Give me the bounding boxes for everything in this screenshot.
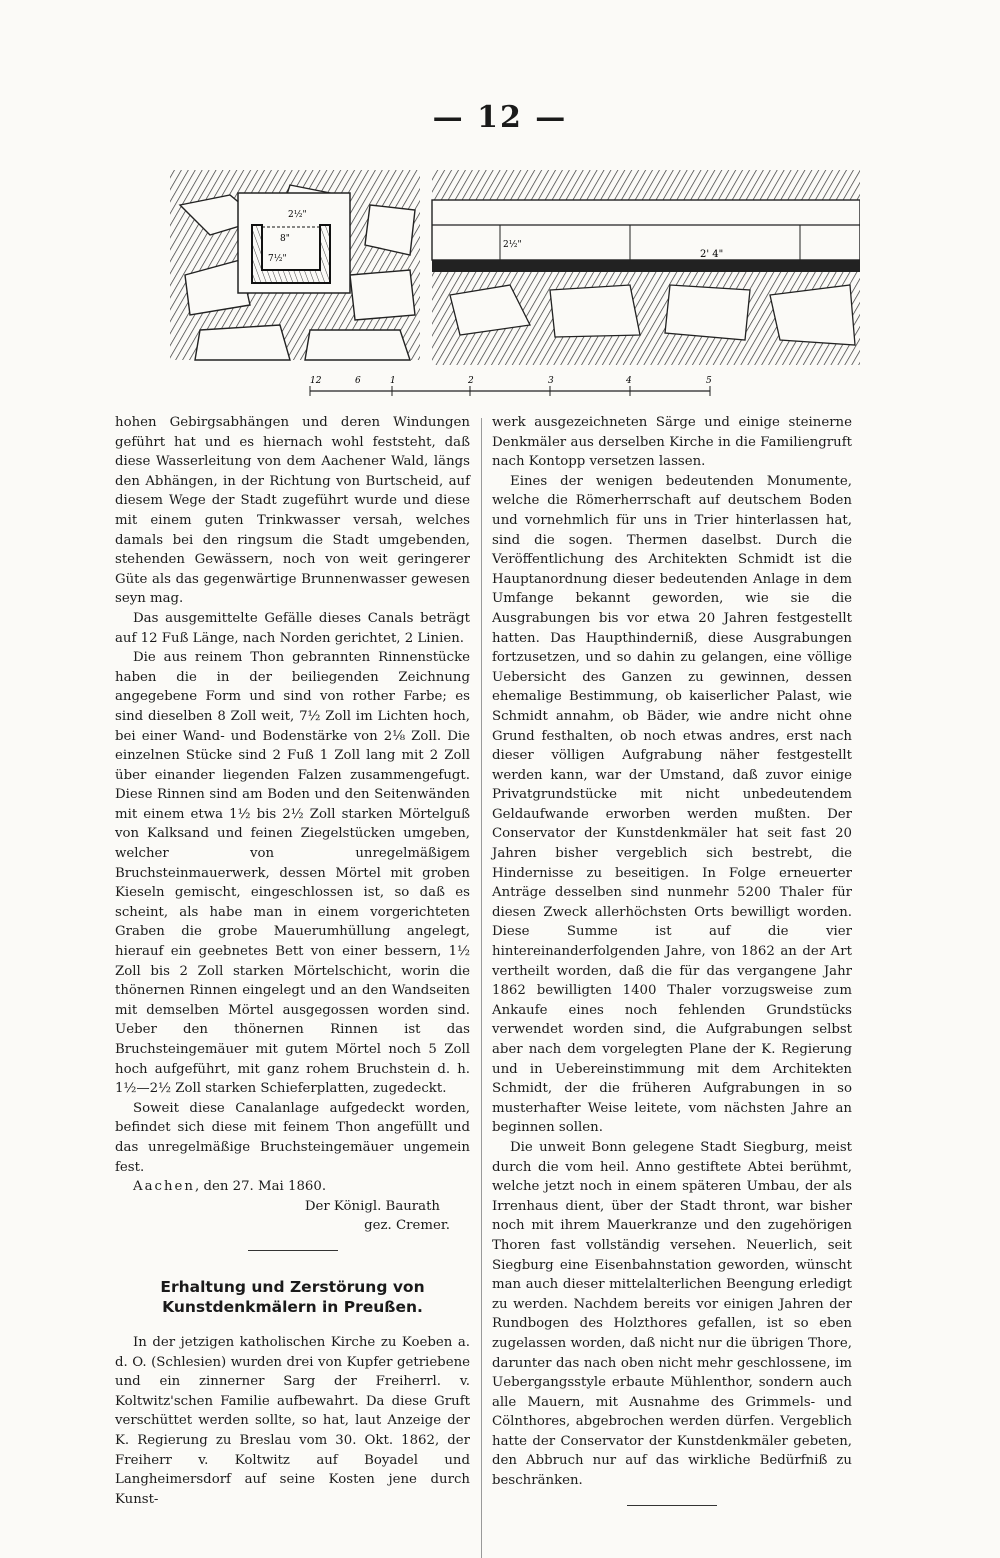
place-date-line bbox=[115, 1177, 470, 1197]
left-column bbox=[115, 413, 470, 1509]
scale-bar bbox=[310, 376, 712, 396]
cross-section-left bbox=[170, 170, 420, 360]
longitudinal-section-right bbox=[432, 170, 860, 365]
canal-drawing bbox=[170, 165, 860, 405]
paragraph: Die aus reinem Thon gebrannten Rinnenstücke haben die in der beiliegenden Zeichnung angegebene Form und sind von rother Farbe; es sind dieselben 8 Zoll weit, 7½ Zoll im Lichten hoch, bei einer Wand- und Bodenstärke von 2⅛ Zoll. Die einzelnen Stücke sind 2 Fuß 1 Zoll lang mit 2 Zoll über einander liegenden Falzen zusammengefugt. Diese Rinnen sind am Boden und den Seitenwänden mit einem etwa 1½ bis 2½ Zoll starken Mörtelguß von Kalksand und feinen Ziegelstücken umgeben, welcher von unregelmäßigem Bruchsteinmauerwerk, dessen Mörtel mit groben Kieseln gemischt, eingeschlossen ist, so daß es scheint, als habe man in einem vorgerichteten Graben die grobe Mauerumhüllung angelegt, hierauf ein geebnetes Bett von einer bessern, 1½ Zoll bis 2 Zoll starken Mörtelschicht, worin die thönernen Rinnen eingelegt und an den Wandseiten mit demselben Mörtel ausgegossen worden sind. Ueber den thönernen Rinnen ist das Bruchsteingemäuer mit gutem Mörtel noch 5 Zoll hoch aufgeführt, mit ganz rohem Bruchstein d. h. 1½—2½ Zoll starken Schieferplatten, zugedeckt. bbox=[115, 650, 470, 1097]
right-column bbox=[492, 413, 852, 1520]
dim-label-2: 8" bbox=[280, 234, 290, 244]
scale-label: 3 bbox=[548, 376, 554, 386]
scale-label: 5 bbox=[706, 376, 712, 386]
dim-label-3: 7½" bbox=[268, 254, 287, 264]
dim-label-4: 2½" bbox=[503, 240, 522, 250]
paragraph: Die unweit Bonn gelegene Stadt Siegburg, meist durch die vom heil. Anno gestiftete Abtei berühmt, welche jetzt noch in einem späteren Umbau, der als Irrenhaus dient, über der Stadt thront, war bisher noch mit ihrem Mauerkranze und den zugehörigen Thoren fast vollständig versehen. Neuerlich, seit Siegburg eine Eisenbahnstation geworden, wünscht man auch dieser mittelalterlichen Beengung erledigt zu werden. Nachdem bereits vor einigen Jahren der Rundbogen des Holzthores gefallen, ist so eben zugelassen worden, daß nicht nur die übrigen Thore, darunter das nach oben nicht mehr geschlossene, im Uebergangsstyle erbaute Mühlenthor, sondern auch alle Mauern, mit Ausnahme des Grimmels- und Cölnthores, abgebrochen werden dürfen. Vergeblich hatte der Conservator der Kunstdenkmäler gebeten, den Abbruch nur auf das wirkliche Bedürfniß zu beschränken. bbox=[492, 1139, 852, 1489]
dim-label-1: 2½" bbox=[288, 210, 307, 220]
paragraph: werk ausgezeichneten Särge und einige steinerne Denkmäler aus derselben Kirche in die Familiengruft nach Kontopp versetzen lassen. bbox=[492, 415, 852, 470]
scale-label: 2 bbox=[468, 376, 474, 386]
paragraph: Eines der wenigen bedeutenden Monumente, welche die Römerherrschaft auf deutschem Boden und vornehmlich für uns in Trier hinterlassen hat, sind die sogen. Thermen daselbst. Durch die Veröffentlichung des Architekten Schmidt ist die Hauptanordnung dieser bedeutenden Anlage in dem Umfange bekannt geworden, wie sie die Ausgrabungen bis vor etwa 20 Jahren festgestellt hatten. Das Haupthinderniß, diese Ausgrabungen fortzusetzen, und so dahin zu gelangen, eine völlige Uebersicht des Ganzen zu gewinnen, dessen ehemalige Bestimmung, ob kaiserlicher Palast, wie Schmidt annahm, ob Bäder, wie andre nicht ohne Grund festhalten, ob noch etwas andres, erst nach dieser völligen Aufgrabung näher festgestellt werden kann, war der Umstand, daß zuvor einige Privatgrundstücke mit nicht unbedeutendem Geldaufwande erworben werden mußten. Der Conservator der Kunstdenkmäler hat seit fast 20 Jahren bisher vergeblich sich bestrebt, die Hindernisse zu beseitigen. In Folge erneuerter Anträge desselben sind nunmehr 5200 Thaler für diesen Zweck allerhöchsten Orts bewilligt worden. Diese Summe ist auf die vier hintereinanderfolgenden Jahre, von 1862 an der Art vertheilt worden, daß die für das vergangene Jahr 1862 bewilligten 1400 Thaler vorzugsweise zum Ankaufe eines noch fehlenden Grundstücks verwendet worden sind, die Aufgrabungen selbst aber nach dem vorgelegten Plane der K. Regierung und in Uebereinstimmung mit dem Architekten Schmidt, der die früheren Aufgrabungen in so musterhafter Weise leitete, vom nächsten Jahre an beginnen sollen. bbox=[492, 473, 852, 1136]
paragraph: Das ausgemittelte Gefälle dieses Canals beträgt auf 12 Fuß Länge, nach Norden gerichtet, 2 Linien. bbox=[115, 610, 470, 646]
canal-cross-section-figure bbox=[170, 165, 860, 405]
scale-label: 1 bbox=[390, 376, 396, 386]
scale-label: 12 bbox=[310, 376, 322, 386]
place: Aachen bbox=[133, 1179, 195, 1195]
section-heading: Erhaltung und Zerstörung von Kunstdenkmälern in Preußen. bbox=[160, 1277, 425, 1316]
scale-label: 6 bbox=[355, 376, 361, 386]
column-divider bbox=[481, 418, 482, 1558]
date: , den 27. Mai 1860. bbox=[194, 1179, 327, 1195]
paragraph: hohen Gebirgsabhängen und deren Windungen geführt hat und es hiernach wohl feststeht, daß diese Wasserleitung von dem Aachener Wald, längs den Abhängen, in der Richtung von Burtscheid, auf diesem Wege der Stadt zugeführt wurde und diese mit einem guten Trinkwasser versah, welches damals bei den ringsum die Stadt umgebenden, stehenden Gewässern, noch von weit geringerer Güte als das gegenwärtige Brunnenwasser gewesen seyn mag. bbox=[115, 415, 470, 607]
signature-title: Der Königl. Baurath bbox=[304, 1198, 440, 1214]
paragraph: In der jetzigen katholischen Kirche zu Koeben a. d. O. (Schlesien) wurden drei von Kupfer getriebene und ein zinnerner Sarg der Freiherrl. v. Koltwitz'schen Familie aufbewahrt. Da diese Gruft verschüttet werden sollte, so hat, laut Anzeige der K. Regierung zu Breslau vom 30. Okt. 1862, der Freiherr v. Koltwitz auf Boyadel und Langheimersdorf auf seine Kosten jene durch Kunst- bbox=[115, 1334, 470, 1507]
section-rule bbox=[248, 1250, 338, 1251]
end-rule bbox=[627, 1505, 717, 1506]
scale-label: 4 bbox=[626, 376, 632, 386]
paragraph: Soweit diese Canalanlage aufgedeckt worden, befindet sich diese mit feinem Thon angefüllt und das unregelmäßige Bruchsteingemäuer ungemein fest. bbox=[115, 1100, 470, 1175]
signature-name: gez. Cremer. bbox=[364, 1218, 450, 1234]
page-number: — 12 — bbox=[432, 100, 568, 135]
dim-label-5: 2' 4" bbox=[700, 249, 724, 260]
